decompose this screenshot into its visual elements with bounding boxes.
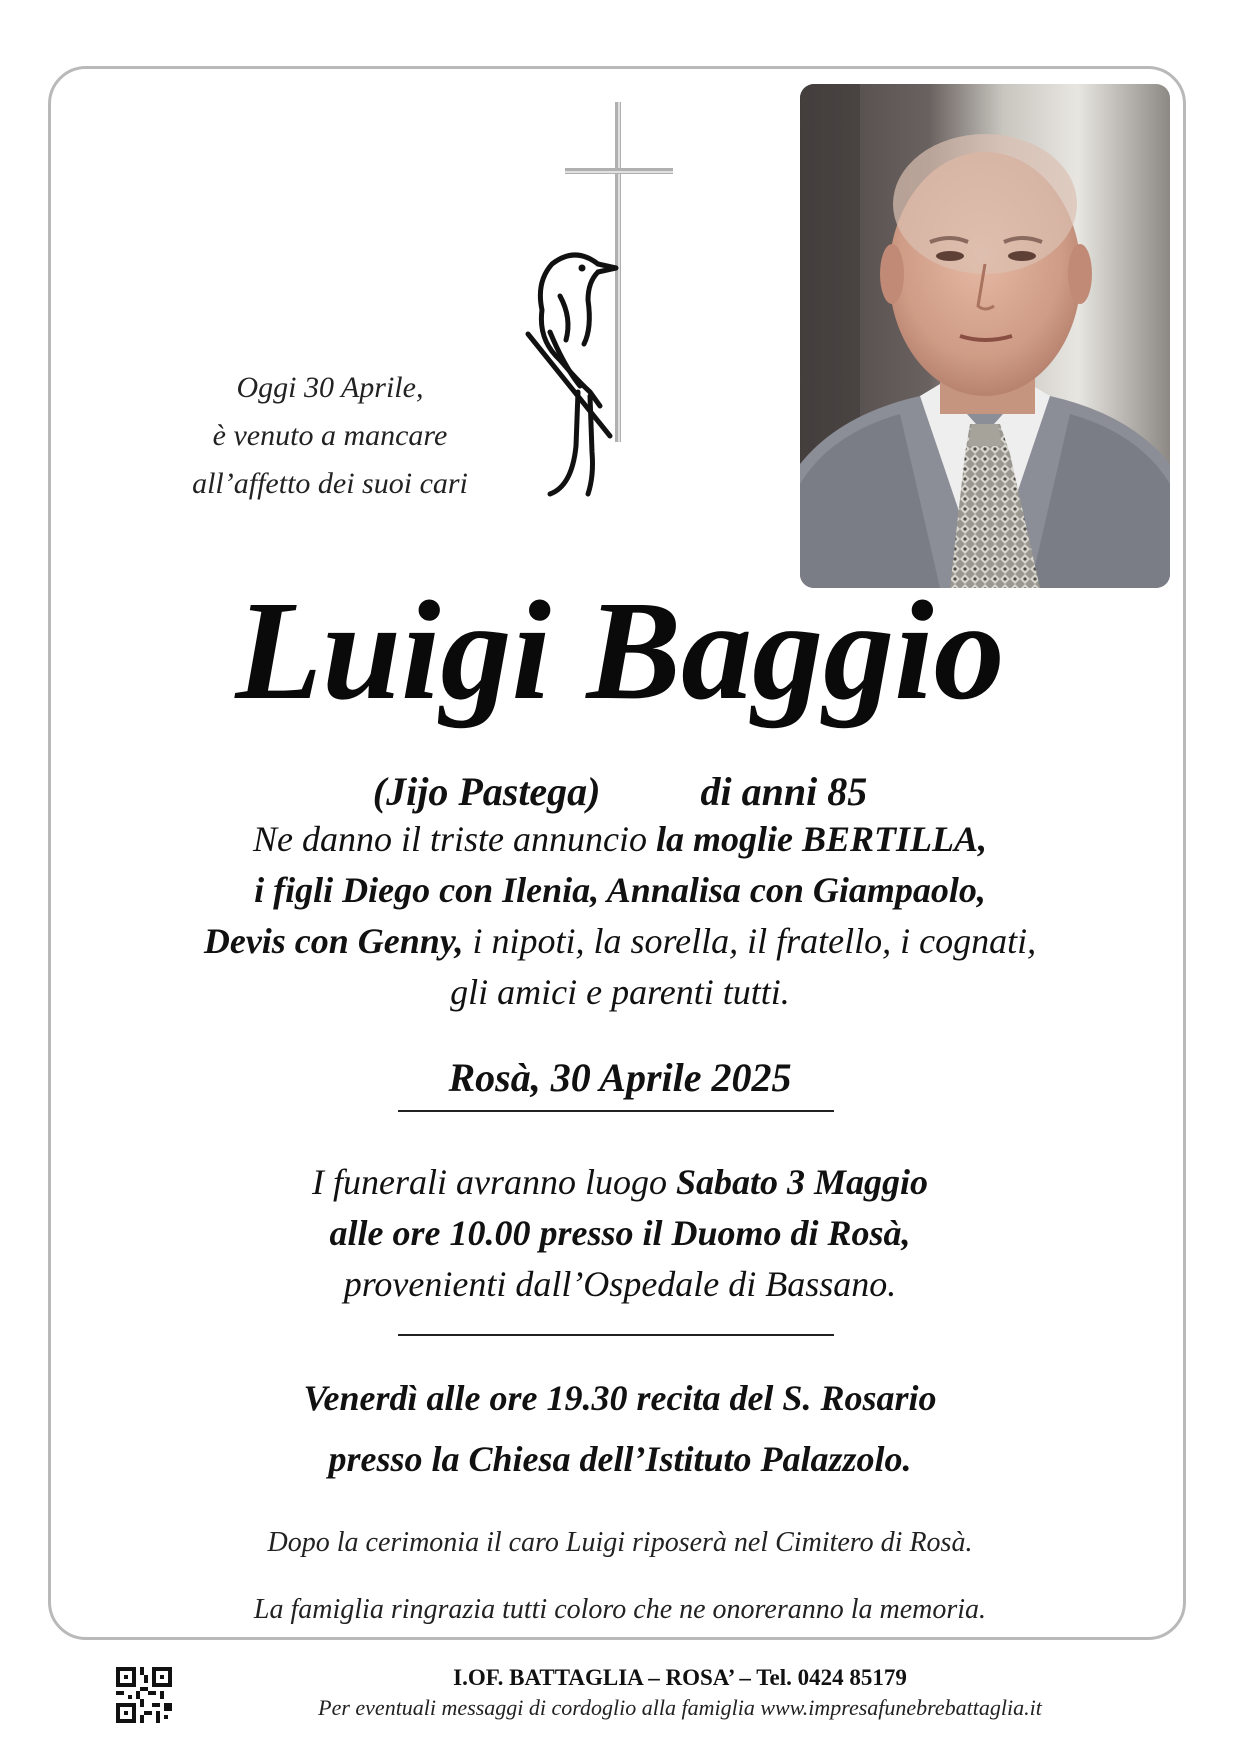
burial-note: Dopo la cerimonia il caro Luigi riposerà nel Cimitero di Rosà.: [267, 1527, 973, 1558]
rosary-line: presso la Chiesa dell’Istituto Palazzolo.: [328, 1439, 912, 1479]
age: di anni 85: [700, 769, 868, 814]
funeral-time-place: alle ore 10.00 presso il Duomo di Rosà,: [329, 1213, 911, 1253]
funeral-day: Sabato 3 Maggio: [675, 1162, 929, 1202]
agency-info: I.OF. BATTAGLIA – ROSA’ – Tel. 0424 85179: [453, 1665, 907, 1690]
place-date: Rosà, 30 Aprile 2025: [448, 1055, 792, 1100]
announcement-line: [80, 865, 1160, 916]
divider: [398, 1110, 834, 1112]
funeral-line: [0, 1208, 1240, 1259]
intro-line: è venuto a mancare: [212, 419, 448, 452]
rosary-info: [0, 1368, 1240, 1490]
announcement: [80, 814, 1160, 1018]
footer: [180, 1663, 1180, 1723]
announcement-line: [80, 916, 1160, 967]
spouse: la moglie BERTILLA,: [655, 819, 987, 859]
intro-line: Oggi 30 Aprile,: [236, 371, 424, 404]
thanks-note: La famiglia ringrazia tutti coloro che ne onoreranno la memoria.: [253, 1594, 987, 1625]
portrait-photo: [800, 84, 1170, 588]
funeral-origin: provenienti dall’Ospedale di Bassano.: [343, 1264, 897, 1304]
relatives: i nipoti, la sorella, il fratello, i cognati,: [463, 921, 1037, 961]
intro-text: [150, 364, 510, 508]
funeral-info: [0, 1157, 1240, 1310]
intro-line: all’affetto dei suoi cari: [192, 467, 468, 500]
funeral-line: [0, 1157, 1240, 1208]
announcement-line: [80, 814, 1160, 865]
cross-with-bird-icon: [480, 96, 680, 506]
qr-code-icon: [116, 1667, 172, 1723]
nickname: (Jijo Pastega): [372, 769, 601, 814]
contact-info: Per eventuali messaggi di cordoglio alla famiglia www.impresafunebrebattaglia.it: [318, 1695, 1042, 1720]
children-cont: Devis con Genny,: [203, 921, 464, 961]
funeral-intro: I funerali avranno luogo: [311, 1162, 676, 1202]
rosary-line: Venerdì alle ore 19.30 recita del S. Rosario: [303, 1378, 937, 1418]
announcement-intro: Ne danno il triste annuncio: [253, 819, 656, 859]
announcement-closing: gli amici e parenti tutti.: [450, 972, 790, 1012]
deceased-name: Luigi Baggio: [235, 571, 1005, 729]
deceased-subline: [0, 766, 1240, 818]
children: i figli Diego con Ilenia, Annalisa con Giampaolo,: [254, 870, 986, 910]
divider: [398, 1334, 834, 1336]
